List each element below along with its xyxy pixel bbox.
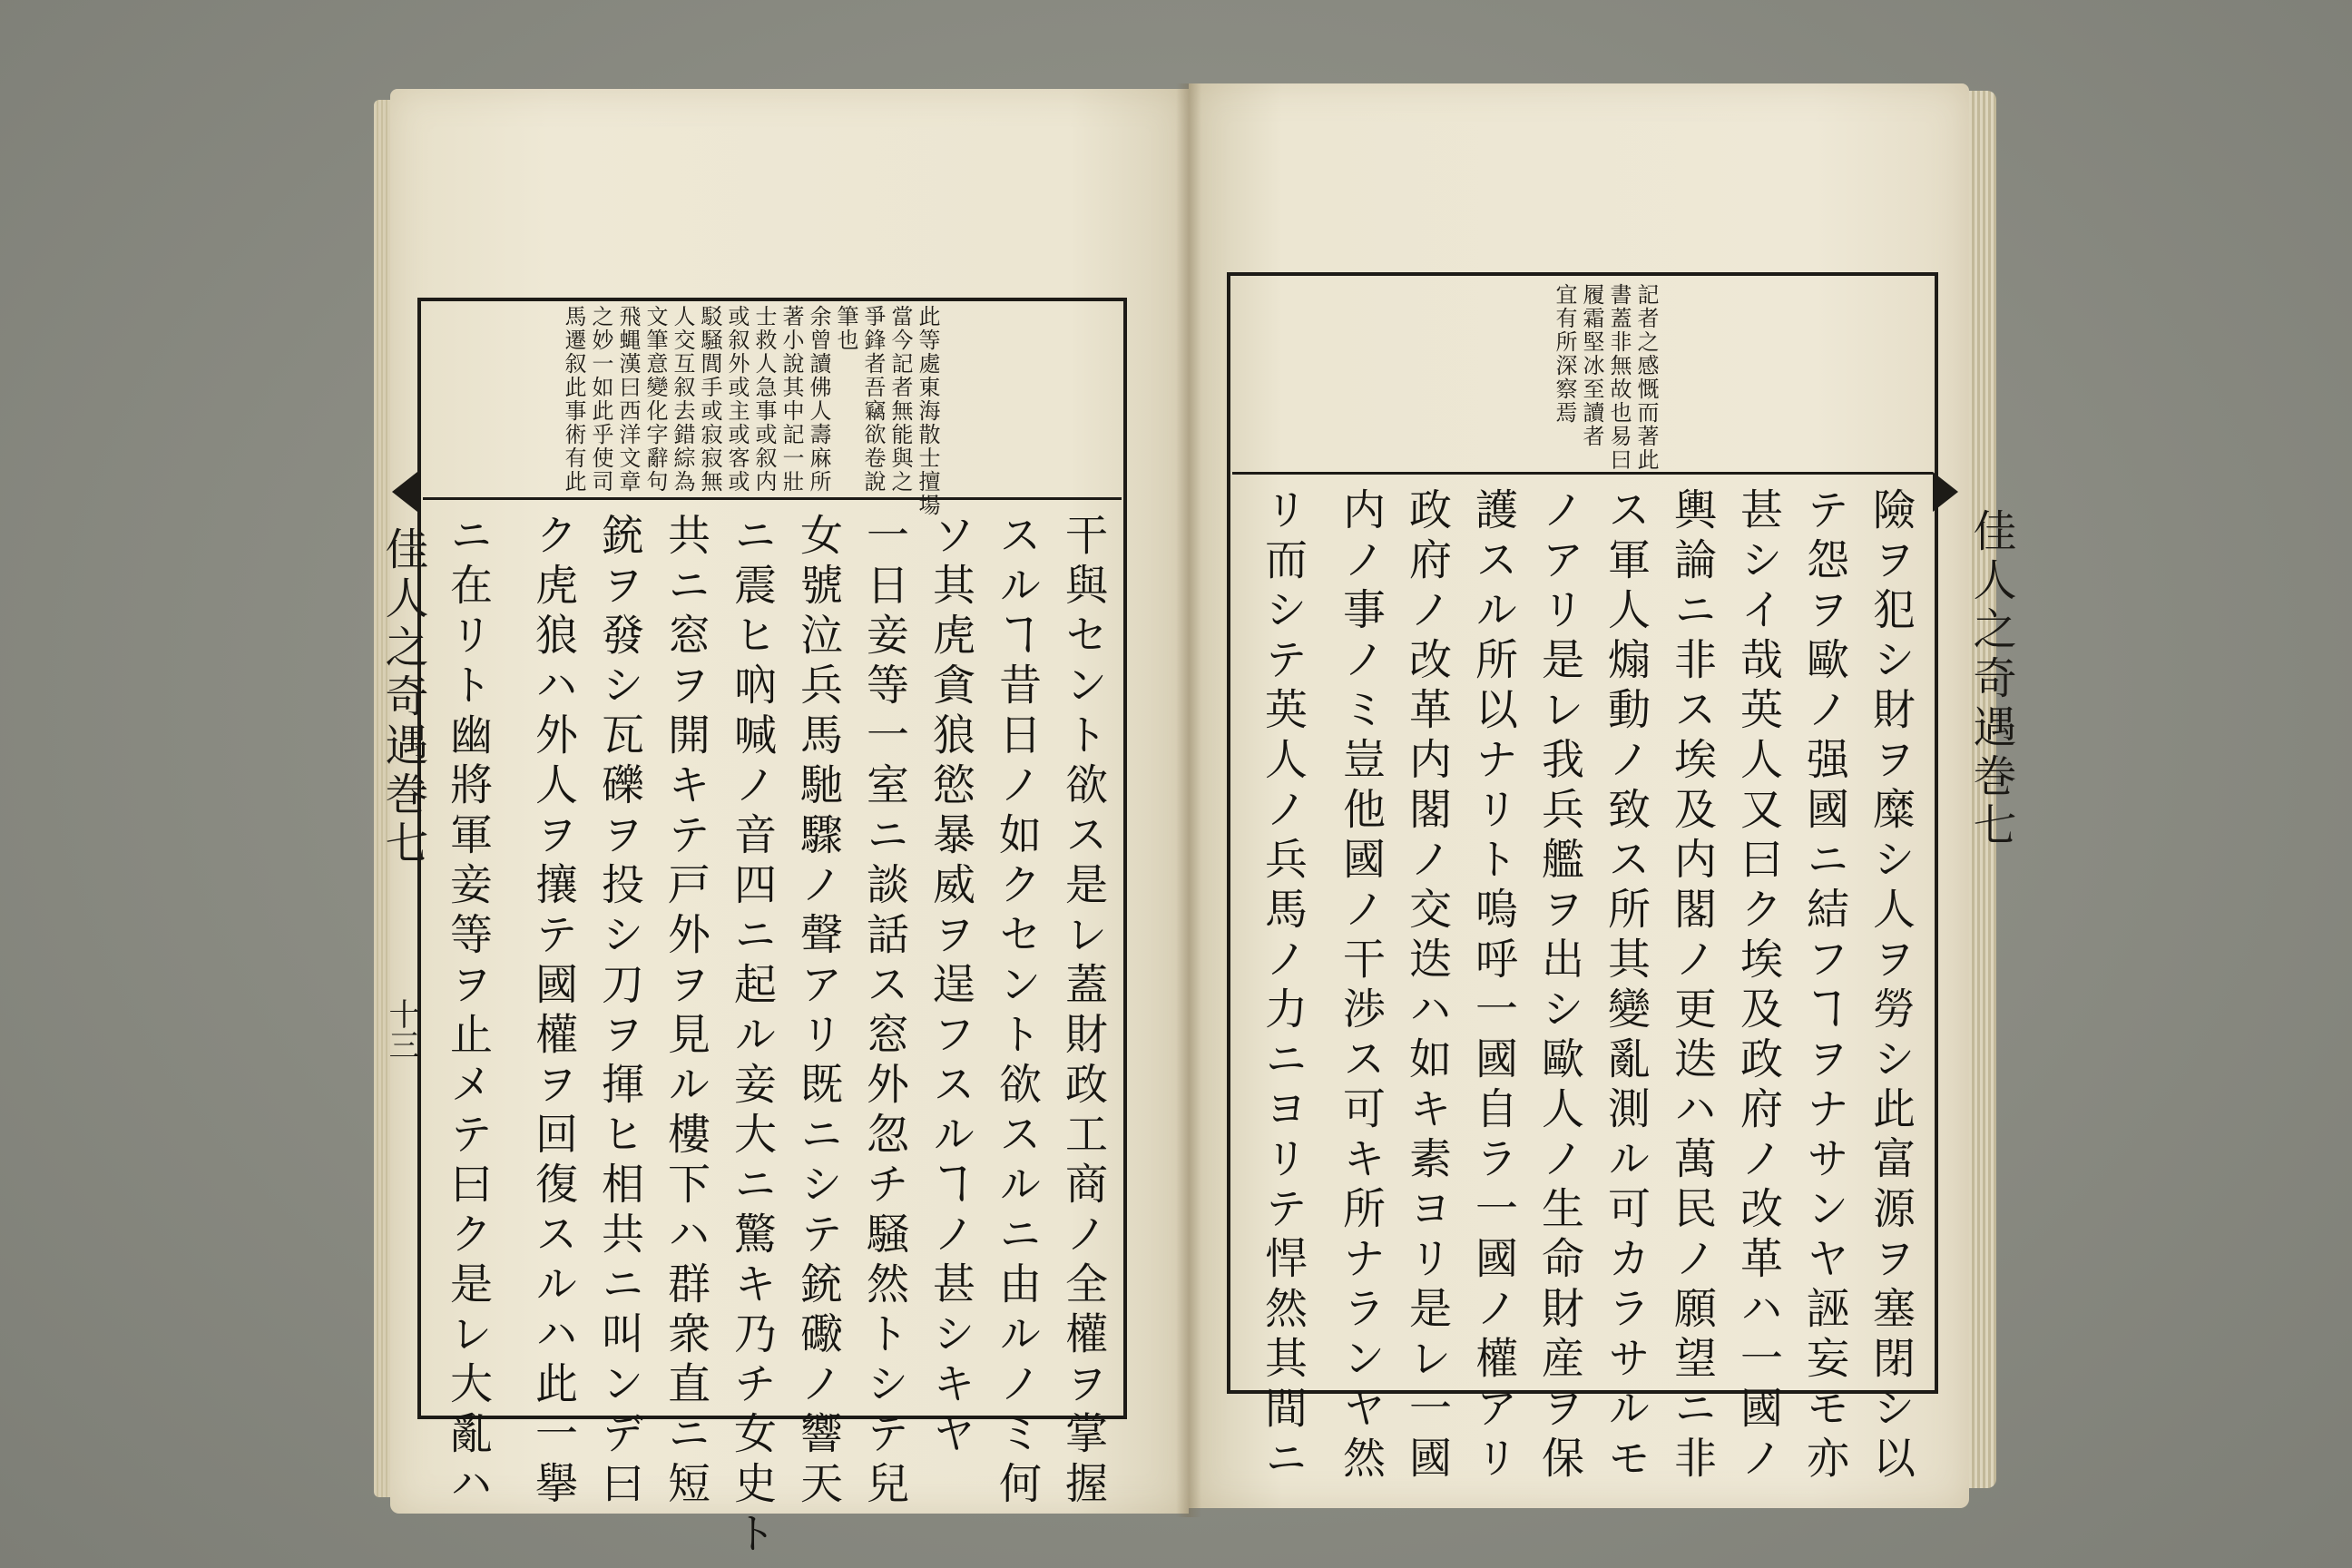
left-note-line: 著小說其中記一壯 (779, 305, 804, 494)
left-note-line: 此等處東海散士擅場 (915, 305, 940, 517)
left-note-line: 當今記者無能與之 (887, 305, 913, 494)
left-header-divider (423, 497, 1122, 500)
right-text-column: 政府ノ改革内閣ノ交迭ハ如キ素ヨリ是レ一國 (1402, 487, 1452, 1485)
left-note-line: 文筆意變化字辭句 (642, 305, 668, 494)
right-note-line: 宜有所深察焉 (1552, 283, 1577, 425)
right-text-column: 内ノ事ノミ豈他國ノ干渉ス可キ所ナランヤ然 (1336, 487, 1386, 1485)
left-text-column: 一日妾等一室ニ談話ス窓外忽チ騒然トシテ兒 (859, 513, 909, 1511)
left-note-line: 駁騒閭手或寂寂無 (697, 305, 722, 494)
right-note-line: 履霜堅冰至讀者 (1579, 283, 1604, 448)
right-text-column: ス軍人煽動ノ致ス所其變亂測ル可カラサルモ (1601, 487, 1651, 1485)
left-note-line: 飛蝿漢曰西洋文章 (615, 305, 641, 494)
right-text-column: 險ヲ犯シ財ヲ糜シ人ヲ勞シ此富源ヲ塞閉シ以 (1866, 487, 1916, 1485)
left-text-column: 共ニ窓ヲ開キテ戸外ヲ見ル樓下ハ群衆直ニ短 (661, 513, 710, 1511)
left-note-line: 余曾讀佛人壽麻所 (806, 305, 831, 494)
left-page-number: 十三 (383, 998, 419, 1060)
right-text-column: 輿論ニ非ス埃及内閣ノ更迭ハ萬民ノ願望ニ非 (1667, 487, 1717, 1485)
left-text-column: ソ其虎貪狼慾暴威ヲ逞フスルヿノ甚シキヤ (926, 513, 975, 1461)
left-note-line: 人交互叙去錯綜為 (670, 305, 695, 494)
left-text-column: ニ在リト幽將軍妾等ヲ止メテ曰ク是レ大亂ハ (443, 513, 493, 1511)
left-text-column: 干與セント欲ス是レ蓋財政工商ノ全權ヲ掌握 (1058, 513, 1108, 1511)
right-header-divider (1232, 472, 1933, 475)
right-text-column: 甚シイ哉英人又曰ク埃及政府ノ改革ハ一國ノ (1733, 487, 1783, 1485)
left-text-column: スルヿ昔日ノ如クセント欲スルニ由ルノミ何 (992, 513, 1042, 1511)
left-note-line: 爭鋒者吾竊欲卷說 (860, 305, 886, 494)
left-text-column: ク虎狼ハ外人ヲ攘テ國權ヲ回復スルハ此一擧 (528, 513, 578, 1511)
right-text-column: テ怨ヲ歐ノ强國ニ結フヿヲナサンヤ誣妄モ亦 (1799, 487, 1849, 1485)
left-note-line: 馬遷叙此事術有此 (561, 305, 586, 494)
right-text-column: リ而シテ英人ノ兵馬ノ力ニヨリテ悍然其間ニ (1258, 487, 1308, 1485)
right-text-column: ノアリ是レ我兵艦ヲ出シ歐人ノ生命財産ヲ保 (1534, 487, 1584, 1485)
book-gutter (1176, 83, 1201, 1517)
right-margin-title: 佳人之奇遇巻七 (1965, 508, 2016, 851)
right-fold-mark (1933, 472, 1958, 512)
left-fold-mark (392, 472, 417, 512)
left-margin-title: 佳人之奇遇巻七 (377, 526, 428, 869)
right-note-line: 書蓋非無故也易曰 (1606, 283, 1632, 472)
left-note-line: 或叙外或主或客或 (724, 305, 750, 494)
left-note-line: 之妙一如此乎使司 (588, 305, 613, 494)
left-text-column: ニ震ヒ吶喊ノ音四ニ起ル妾大ニ驚キ乃チ女史ト (727, 513, 777, 1561)
left-note-line: 士救人急事或叙内 (751, 305, 777, 494)
right-text-column: 護スル所以ナリト嗚呼一國自ラ一國ノ權アリ (1468, 487, 1518, 1485)
right-note-line: 記者之感慨而著此 (1633, 283, 1659, 472)
left-note-line: 筆也 (833, 305, 858, 352)
left-text-column: 銃ヲ發シ瓦礫ヲ投シ刀ヲ揮ヒ相共ニ叫ンデ曰 (594, 513, 644, 1511)
left-text-column: 女號泣兵馬馳驟ノ聲アリ既ニシテ銃礮ノ響天 (793, 513, 843, 1511)
